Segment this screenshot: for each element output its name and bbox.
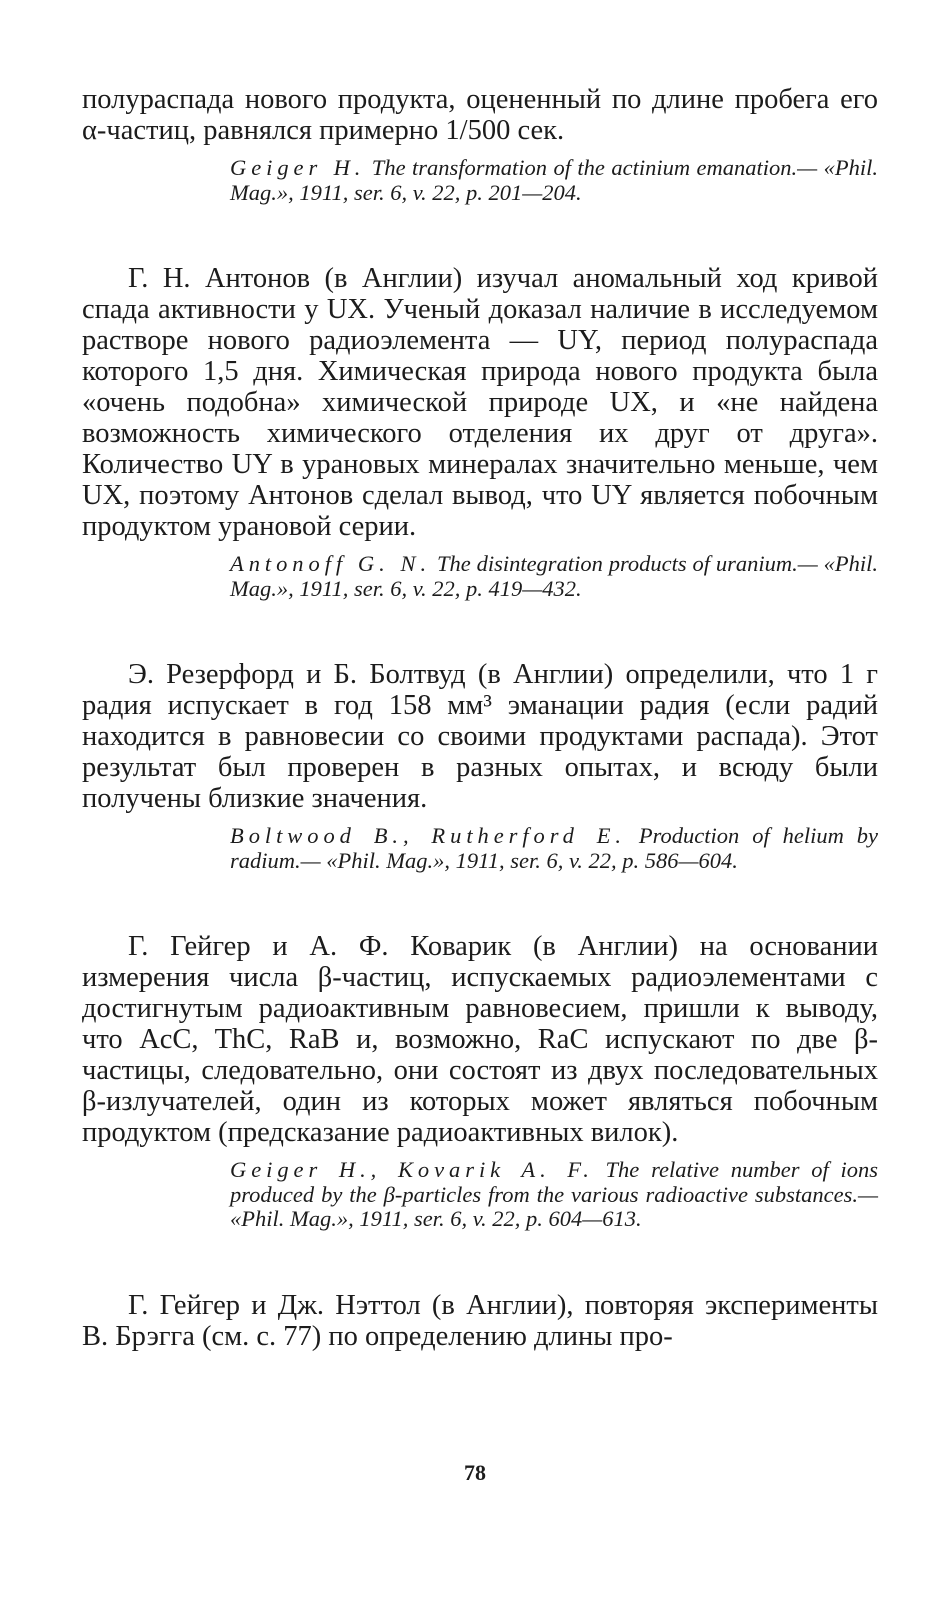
reference-authors: Geiger H. bbox=[230, 155, 366, 180]
reference-geiger bbox=[230, 156, 878, 205]
reference-geiger-kovarik bbox=[230, 1158, 878, 1232]
paragraph-geiger-kovarik: Г. Гейгер и А. Ф. Коварик (в Англии) на основании измерения числа β-частиц, испускаемых радиоэлементами с достигнутым радиоактивным равновесием, пришли к выводу, что AcC, ThC, RaB и, возможно, RaC испускают по две β-частицы, следовательно, они состоят из двух последовательных β-излучателей, один из которых может являться побочным продуктом (предсказание радиоактивных вилок). bbox=[82, 931, 878, 1148]
paragraph-continuation: полураспада нового продукта, оцененный по длине пробега его α-частиц, равнялся примерно 1/500 сек. bbox=[82, 84, 878, 146]
paragraph-antonov: Г. Н. Антонов (в Англии) изучал аномальный ход кривой спада активности у UX. Ученый доказал наличие в исследуемом растворе нового радиоэлемента — UY, период полураспада которого 1,5 дня. Химическая природа нового продукта была «очень подобна» химической природе UX, и «не найдена возможность химического отделения их друг от друга». Количество UY в урановых минералах значительно меньше, чем UX, поэтому Антонов сделал вывод, что UY является побочным продуктом урановой серии. bbox=[82, 263, 878, 542]
reference-authors: Geiger H., Kovarik A. F. bbox=[230, 1157, 594, 1182]
reference-antonoff bbox=[230, 552, 878, 601]
reference-authors: Boltwood B., Rutherford E. bbox=[230, 823, 626, 848]
reference-details: The disintegration products of uranium.— «Phil. Mag.», 1911, ser. 6, v. 22, p. 419—432. bbox=[230, 551, 878, 601]
reference-details: The transformation of the actinium emanation.— «Phil. Mag.», 1911, ser. 6, v. 22, p. 201—204. bbox=[230, 155, 878, 205]
reference-boltwood-rutherford bbox=[230, 824, 878, 873]
paragraph-rutherford-boltwood: Э. Резерфорд и Б. Болтвуд (в Англии) определили, что 1 г радия испускает в год 158 мм³ эманации радия (если радий находится в равновесии со своими продуктами распада). Этот результат был проверен в разных опытах, и всюду были получены близкие значения. bbox=[82, 659, 878, 814]
reference-authors: Antonoff G. N. bbox=[230, 551, 432, 576]
reference-details: The relative number of ions produced by the β-particles from the various radioactive substances.— «Phil. Mag.», 1911, ser. 6, v. 22, p. 604—613. bbox=[230, 1157, 879, 1231]
page-number: 78 bbox=[464, 1460, 486, 1485]
paragraph-geiger-nuttall: Г. Гейгер и Дж. Нэттол (в Англии), повторяя эксперименты В. Брэгга (см. с. 77) по определению длины про- bbox=[82, 1289, 878, 1352]
reference-details: Production of helium by radium.— «Phil. Mag.», 1911, ser. 6, v. 22, p. 586—604. bbox=[230, 823, 878, 873]
page-body bbox=[82, 84, 878, 1352]
